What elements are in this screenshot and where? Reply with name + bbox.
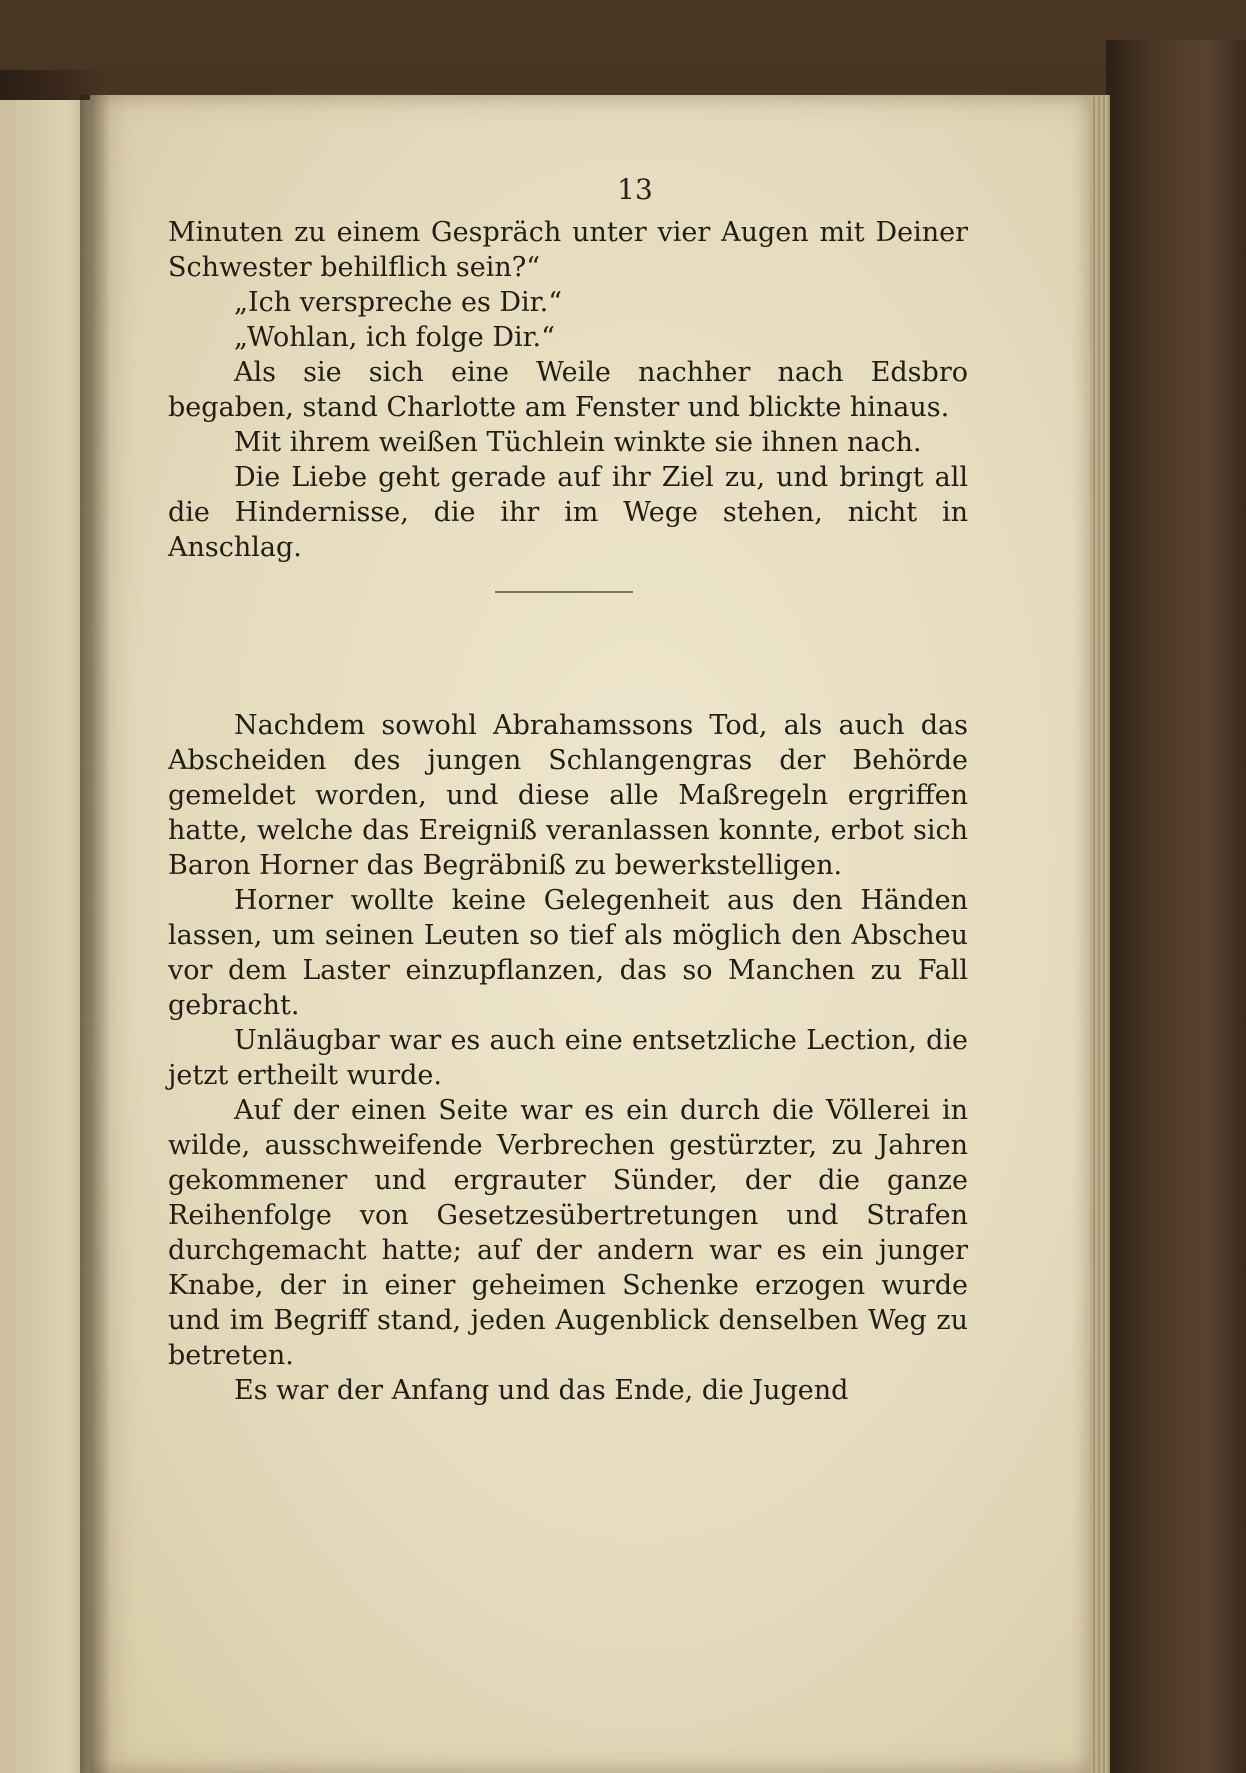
- paragraph: „Ich verspreche es Dir.“: [234, 287, 563, 318]
- paragraph: Als sie sich eine Weile nachher nach Edsbro begaben, stand Charlotte am Fenster und blickte hinaus.: [168, 357, 968, 423]
- paragraph: Unläugbar war es auch eine entsetzliche Lection, die jetzt ertheilt wurde.: [168, 1025, 968, 1091]
- paragraph: Minuten zu einem Gespräch unter vier Augen mit Deiner Schwester behilflich sein?“: [168, 217, 968, 283]
- paragraph: Horner wollte keine Gelegenheit aus den Händen lassen, um seinen Leuten so tief als möglich den Abscheu vor dem Laster einzupflanzen, das so Manchen zu Fall gebracht.: [168, 885, 968, 1021]
- top-text-section: [168, 215, 968, 565]
- gutter-shadow: [80, 95, 110, 1773]
- bottom-text-section: [168, 708, 968, 1408]
- book-cover-right: [1106, 40, 1246, 1773]
- paragraph: Nachdem sowohl Abrahamssons Tod, als auch das Abscheiden des jungen Schlangengras der Behörde gemeldet worden, und diese alle Maßregeln ergriffen hatte, welche das Ereigniß veranlassen konnte, erbot sich Baron Horner das Begräbniß zu bewerkstelligen.: [168, 710, 968, 881]
- book-page: [90, 95, 1090, 1773]
- page-number: 13: [617, 173, 653, 206]
- paragraph: Mit ihrem weißen Tüchlein winkte sie ihnen nach.: [234, 427, 922, 458]
- paragraph: Es war der Anfang und das Ende, die Jugend: [234, 1375, 849, 1406]
- section-divider: [495, 591, 633, 593]
- paragraph: „Wohlan, ich folge Dir.“: [234, 322, 555, 353]
- paragraph: Die Liebe geht gerade auf ihr Ziel zu, und bringt all die Hindernisse, die ihr im Wege stehen, nicht in Anschlag.: [168, 462, 968, 563]
- paragraph: Auf der einen Seite war es ein durch die Völlerei in wilde, ausschweifende Verbrechen gestürzter, zu Jahren gekommener und ergrauter Sünder, der die ganze Reihenfolge von Gesetzesübertretungen und Strafen durchgemacht hatte; auf der andern war es ein junger Knabe, der in einer geheimen Schenke erzogen wurde und im Begriff stand, jeden Augenblick denselben Weg zu betreten.: [168, 1095, 968, 1371]
